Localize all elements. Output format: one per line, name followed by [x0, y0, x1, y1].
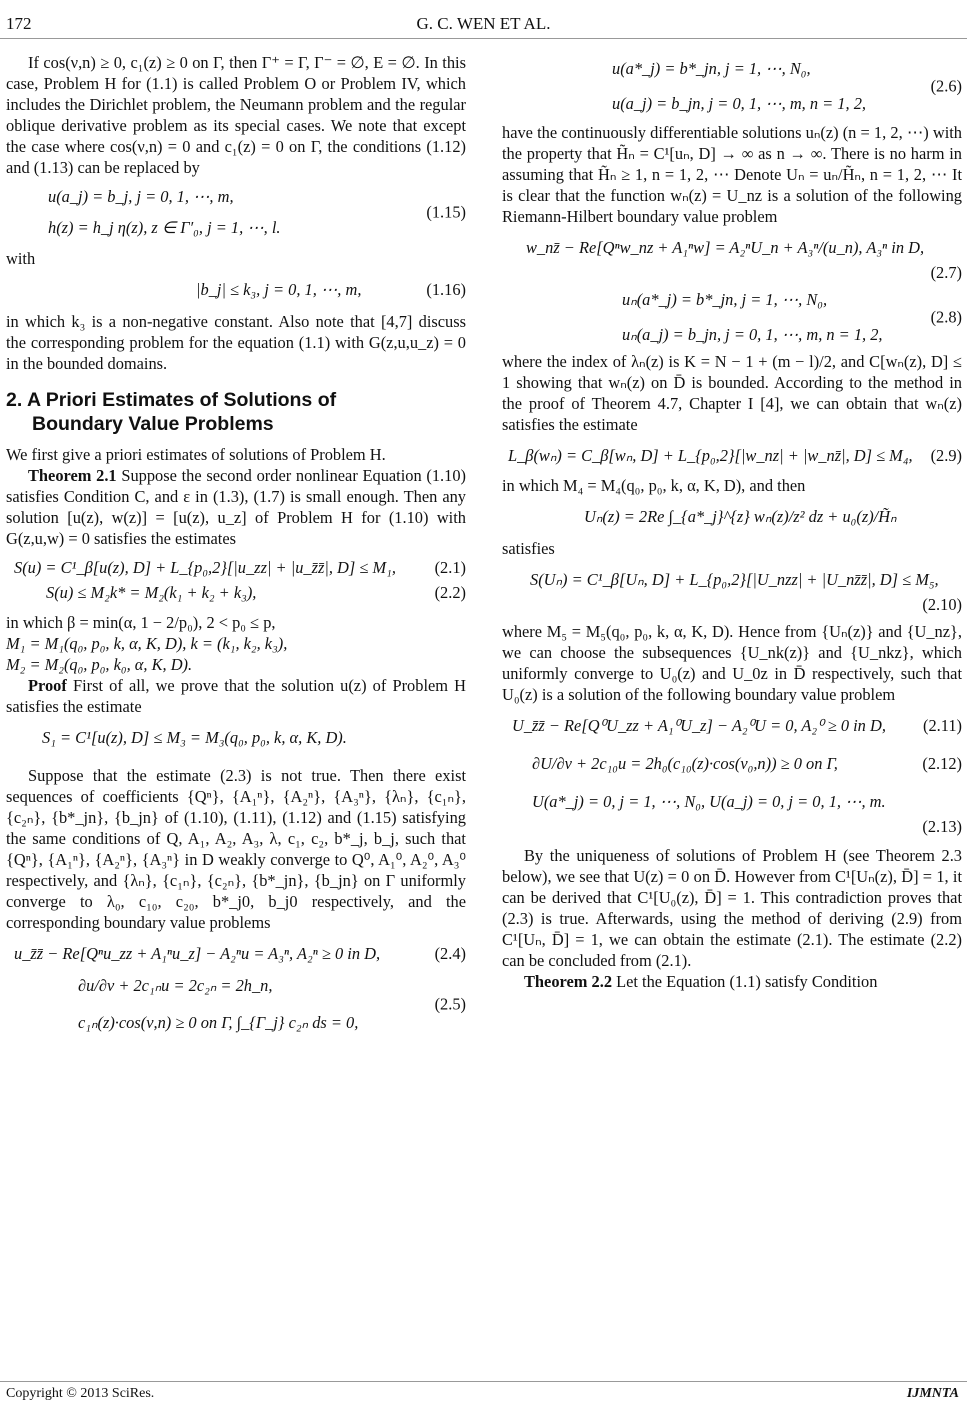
proof-paragraph — [6, 675, 466, 717]
section-heading-line: 2. A Priori Estimates of Solutions of — [6, 389, 337, 411]
equation-line: ∂U/∂ν + 2c₁₀u = 2h₀(c₁₀(z)·cos(ν₀,n)) ≥ 0 on Γ, — [532, 754, 838, 773]
theorem-text: Suppose the second order nonlinear Equation (1.10) satisfies Condition C, and ε in (1.3), (1.7) is small enough. Then any solution [u(z), w(z)] = [u(z), u_z] of Problem H for (1.10) with G(z,u,w) = 0 satisfies the estimates — [6, 466, 467, 548]
equation-2-6 — [502, 58, 962, 114]
equation-2-1 — [6, 557, 466, 579]
equation-number: (2.4) — [434, 944, 466, 963]
equation-line: u(a_j) = b_j, j = 0, 1, ⋯, m, — [48, 187, 234, 206]
header-rule — [0, 38, 967, 39]
copyright: Copyright © 2013 SciRes. — [6, 1386, 155, 1401]
equation-line: u(a_j) = b_jn, j = 0, 1, ⋯, m, n = 1, 2, — [612, 94, 866, 113]
equation-line: h(z) = h_j η(z), z ∈ Γ′₀, j = 1, ⋯, l. — [48, 218, 281, 237]
equation-2-9 — [502, 445, 962, 467]
equation-number: (2.12) — [922, 754, 962, 773]
equation-line: L_β(wₙ) = C_β[wₙ, D] + L_{p₀,2}[|w_nz| + |w_nz̄|, D] ≤ M₄, — [508, 446, 913, 465]
equation-line: ∂u/∂ν + 2c₁ₙu = 2c₂ₙ = 2h_n, — [78, 976, 273, 995]
equation-number: (1.16) — [426, 280, 466, 299]
section-heading — [6, 388, 466, 436]
equation-2-10 — [502, 569, 962, 591]
theorem-label: Theorem 2.1 — [28, 466, 117, 485]
equation-line: Uₙ(z) = 2Re ∫_{a*_j}^{z} wₙ(z)/z² dz + u₀(z)/H̃ₙ — [584, 507, 897, 526]
paragraph: have the continuously differentiable solutions uₙ(z) (n = 1, 2, ⋯) with the property that H̃ₙ = C¹[uₙ, D] → ∞ as n → ∞. There is no harm in assuming that H̃ₙ ≥ 1, n = 1, 2, ⋯ Denote Uₙ = uₙ/H̃ₙ, n = 1, 2, ⋯ It is clear that the function wₙ(z) = U_nz is a solution of the following Riemann-Hilbert boundary value problem — [502, 123, 962, 226]
paragraph: By the uniqueness of solutions of Problem H (see Theorem 2.3 below), we see that U(z) = 0 on D̄. However from C¹[Uₙ(z), D̄] = 1, it can be derived that C¹[U₀(z), D̄] = 1. This contradiction proves that (2.3) is true. Afterwards, using the method of deriving (2.9) from C¹[Uₙ, D̄] = 1, we can obtain the estimate (2.1). The estimate (2.2) can be concluded from (2.1). — [502, 846, 962, 970]
paragraph: in which M₄ = M₄(q₀, p₀, k, α, K, D), and then — [502, 476, 806, 495]
equation-number: (2.7) — [930, 263, 962, 282]
paragraph: If cos(ν,n) ≥ 0, c₁(z) ≥ 0 on Γ, then Γ⁺ = Γ, Γ⁻ = ∅, E = ∅. In this case, Problem H for (1.1) is called Problem O or Problem IV, which includes the Dirichlet problem, the Neumann problem and the regular oblique derivative problem as its special cases. We note that except the case where cos(ν,n) = 0 and c₁(z) = 0 on Γ, the conditions (1.12) and (1.13) can be replaced by — [6, 53, 466, 177]
equation-number: (1.15) — [426, 202, 466, 222]
equation-2-2 — [6, 582, 466, 604]
equation-line: u(a*_j) = b*_jn, j = 1, ⋯, N₀, — [612, 59, 811, 78]
definition-line: M₂ = M₂(q₀, p₀, k₀, α, K, D). — [6, 655, 193, 674]
equation-1-15 — [6, 186, 466, 238]
proof-text: First of all, we prove that the solution u(z) of Problem H satisfies the estimate — [6, 676, 466, 716]
definition-line: M₁ = M₁(q₀, p₀, k, α, K, D), k = (k₁, k₂, k₃), — [6, 634, 288, 653]
equation-2-5 — [6, 975, 466, 1033]
theorem-text: Let the Equation (1.1) satisfy Condition — [612, 972, 878, 991]
right-column — [502, 52, 962, 992]
theorem-label: Theorem 2.2 — [524, 972, 613, 991]
theorem-paragraph — [6, 465, 466, 549]
equation-number: (2.5) — [434, 994, 466, 1014]
equation-number: (2.10) — [922, 595, 962, 614]
left-column — [6, 52, 466, 1037]
equation-number: (2.1) — [434, 558, 466, 577]
equation-number: (2.8) — [930, 307, 962, 327]
equation-integral — [502, 506, 962, 528]
equation-line: w_nz̄ − Re[Qⁿw_nz + A₁ⁿw] = A₂ⁿU_n + A₃ⁿ/(u_n), A₃ⁿ in D, — [526, 238, 925, 257]
equation-number: (2.2) — [434, 583, 466, 602]
equation-1-16 — [6, 279, 466, 301]
equation-line: S(u) ≤ M₂k* = M₂(k₁ + k₂ + k₃), — [46, 583, 257, 602]
equation-line: |b_j| ≤ k₃, j = 0, 1, ⋯, m, — [196, 280, 362, 299]
equation-line: c₁ₙ(z)·cos(ν,n) ≥ 0 on Γ, ∫_{Γ_j} c₂ₙ ds = 0, — [78, 1013, 359, 1032]
equation-line: u_z̄z̄ − Re[Qⁿu_zz + A₁ⁿu_z] − A₂ⁿu = A₃ⁿ, A₂ⁿ ≥ 0 in D, — [14, 944, 381, 963]
footer-rule — [0, 1381, 967, 1382]
equation-line: U(a*_j) = 0, j = 1, ⋯, N₀, U(a_j) = 0, j = 0, 1, ⋯, m. — [532, 792, 886, 811]
page-number: 172 — [6, 14, 32, 33]
equation-2-12 — [502, 753, 962, 775]
equation-2-3 — [6, 727, 466, 749]
proof-label: Proof — [28, 676, 67, 695]
paragraph: where the index of λₙ(z) is K = N − 1 + (m − l)/2, and C[wₙ(z), D] ≤ 1 showing that wₙ(z) on D̄ is bounded. According to the method in the proof of Theorem 4.7, Chapter I [4], we can obtain that wₙ(z) satisfies the estimate — [502, 352, 962, 434]
paragraph: We first give a priori estimates of solutions of Problem H. — [6, 445, 386, 464]
paragraph: Suppose that the estimate (2.3) is not true. Then there exist sequences of coefficients {Qⁿ}, {A₁ⁿ}, {A₂ⁿ}, {A₃ⁿ}, {λₙ}, {c₁ₙ}, {c₂ₙ}, {b*_jn}, {b_jn} of (1.10), (1.11), (1.12) and (1.15) satisfying the same conditions of Q, A₁, A₂, A₃, λ, c₁, c₂, b*_j, b_j, such that {Qⁿ}, {A₁ⁿ}, {A₂ⁿ}, {A₃ⁿ} in D weakly converge to Q⁰, A₁⁰, A₂⁰, A₃⁰ respectively, and {λₙ}, {c₁ₙ}, {c₂ₙ}, {b*_jn}, {b_jn} on Γ uniformly converge to λ₀, c₁₀, c₂₀, b*_j0, b_j0 respectively, and the corresponding boundary value problems — [6, 766, 466, 932]
equation-line: uₙ(a*_j) = b*_jn, j = 1, ⋯, N₀, — [622, 290, 828, 309]
running-title: G. C. WEN ET AL. — [416, 14, 551, 33]
equation-2-11 — [502, 715, 962, 737]
section-heading-line: Boundary Value Problems — [32, 413, 274, 435]
equation-line: uₙ(a_j) = b_jn, j = 0, 1, ⋯, m, n = 1, 2, — [622, 325, 883, 344]
equation-2-4 — [6, 943, 466, 965]
equation-number: (2.6) — [930, 76, 962, 96]
equation-number: (2.9) — [930, 446, 962, 465]
equation-number: (2.13) — [922, 817, 962, 836]
definition-line: in which β = min(α, 1 − 2/p₀), 2 < p₀ ≤ p, — [6, 613, 276, 632]
equation-line: S(u) = C¹_β[u(z), D] + L_{p₀,2}[|u_zz| + |u_z̄z̄|, D] ≤ M₁, — [14, 558, 396, 577]
paragraph: where M₅ = M₅(q₀, p₀, k, α, K, D). Hence from {Uₙ(z)} and {U_nz}, we can choose the subsequences {U_nk(z)} and {U_nkz}, which uniformly converge to U₀(z) and U_0z in D̄ respectively, such that U₀(z) is a solution of the following boundary value problem — [502, 622, 962, 704]
journal-name: IJMNTA — [906, 1386, 959, 1401]
theorem-paragraph — [502, 971, 962, 992]
equation-line: S(Uₙ) = C¹_β[Uₙ, D] + L_{p₀,2}[|U_nzz| + |U_nz̄z̄|, D] ≤ M₅, — [530, 570, 939, 589]
equation-number: (2.11) — [923, 716, 962, 735]
equation-line: U_z̄z̄ − Re[Q⁰U_zz + A₁⁰U_z] − A₂⁰U = 0, A₂⁰ ≥ 0 in D, — [512, 716, 886, 735]
equation-2-8 — [502, 289, 962, 345]
paragraph: satisfies — [502, 539, 555, 558]
paragraph: in which k₃ is a non-negative constant. Also note that [4,7] discuss the corresponding problem for the equation (1.1) with G(z,u,u_z) = 0 in the bounded domains. — [6, 312, 466, 373]
equation-2-7 — [502, 237, 962, 259]
equation-2-13 — [502, 791, 962, 813]
equation-line: S₁ = C¹[u(z), D] ≤ M₃ = M₃(q₀, p₀, k, α, K, D). — [42, 728, 347, 747]
paragraph: with — [6, 249, 36, 268]
